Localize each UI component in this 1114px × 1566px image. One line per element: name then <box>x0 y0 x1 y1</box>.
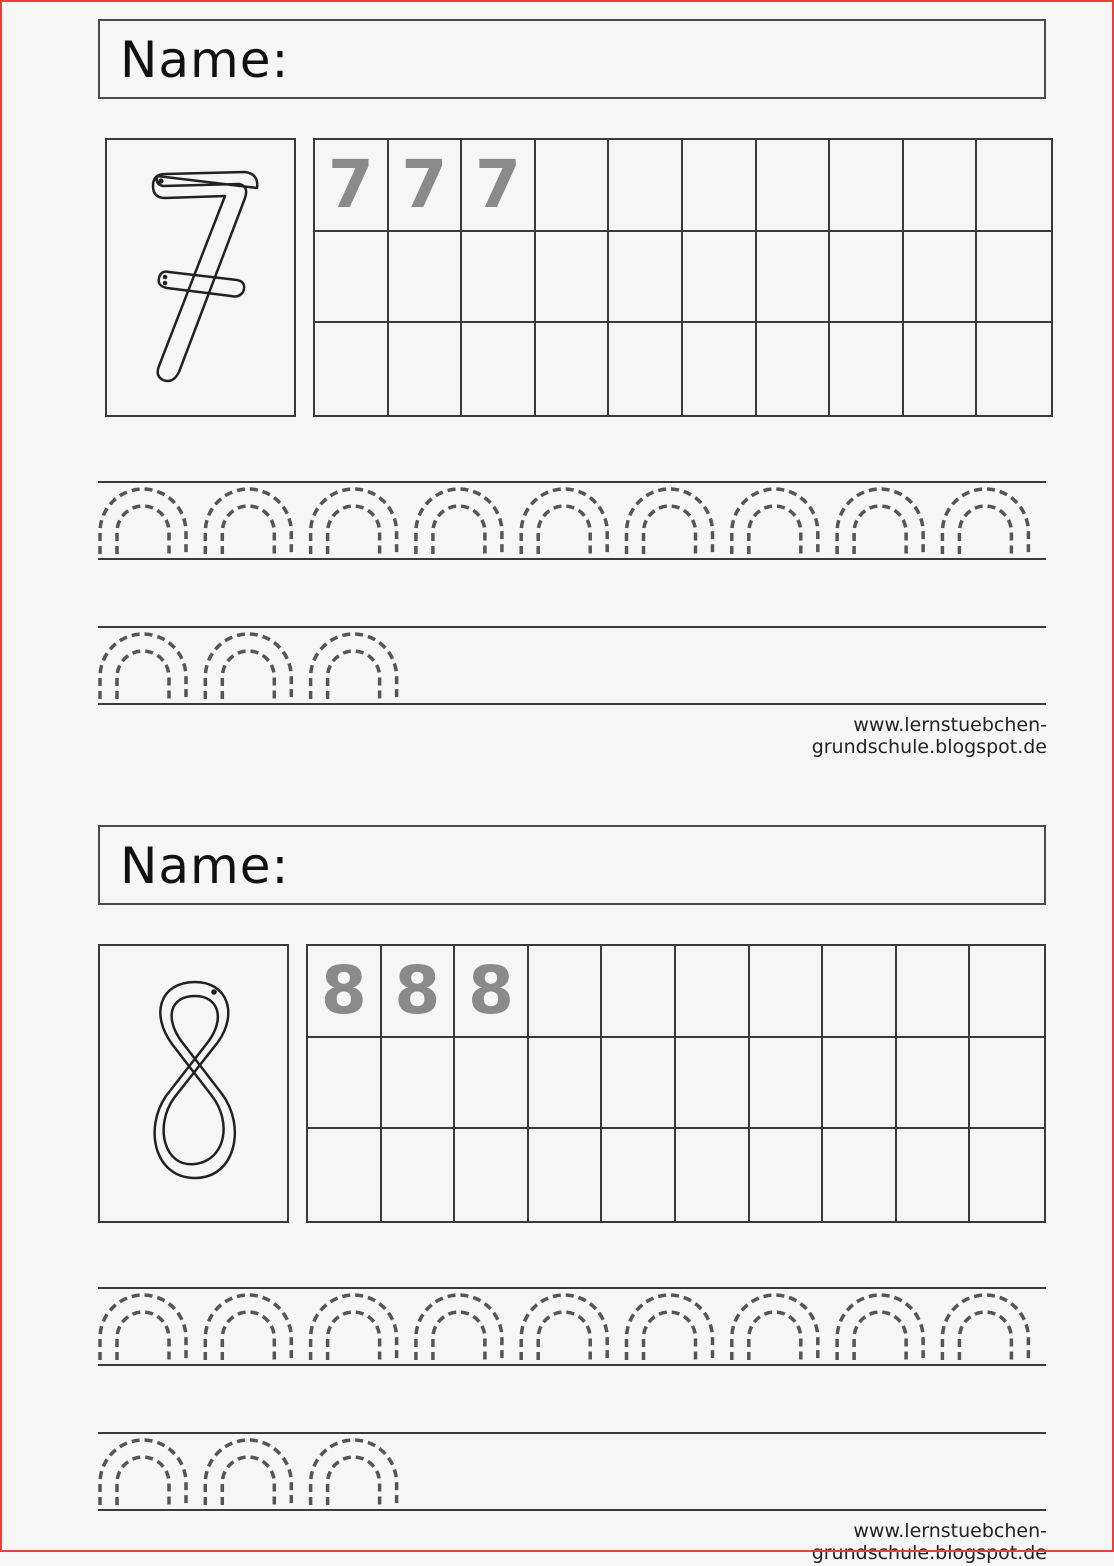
trace-cell[interactable]: 7 <box>389 140 463 232</box>
grid-cell[interactable] <box>676 1129 750 1221</box>
grid-cell[interactable] <box>609 323 683 415</box>
dashed-arc <box>328 506 380 554</box>
dashed-arc <box>959 1312 1011 1360</box>
writing-line-base <box>98 703 1046 705</box>
dashed-arc <box>538 1312 590 1360</box>
dashed-arc <box>416 1295 502 1360</box>
writing-line-base <box>98 558 1046 560</box>
dashed-arc <box>117 1457 169 1505</box>
dashed-arc <box>749 1312 801 1360</box>
trace-cell[interactable]: 7 <box>462 140 536 232</box>
dashed-arc <box>732 489 818 554</box>
grid-cell[interactable] <box>757 140 831 232</box>
grid-cell[interactable] <box>897 946 971 1038</box>
grid-cell[interactable] <box>529 946 603 1038</box>
dashed-arc <box>222 1312 274 1360</box>
dashed-arc <box>117 651 169 699</box>
footer-url: www.lernstuebchen-grundschule.blogspot.de <box>811 714 1047 758</box>
grid-cell[interactable] <box>315 232 389 324</box>
grid-cell[interactable] <box>676 1038 750 1130</box>
dashed-arc <box>205 489 291 554</box>
dashed-arc <box>433 506 485 554</box>
grid-cell[interactable] <box>897 1129 971 1221</box>
worksheet-digit-7 <box>0 0 1114 760</box>
tracing-grid <box>313 138 1053 417</box>
grid-cell[interactable] <box>602 946 676 1038</box>
grid-cell[interactable] <box>308 1038 382 1130</box>
dashed-arc <box>959 506 1011 554</box>
dashed-arc <box>854 506 906 554</box>
grid-cell[interactable] <box>823 946 897 1038</box>
grid-cell[interactable] <box>529 1129 603 1221</box>
name-field[interactable] <box>98 19 1046 99</box>
dashed-arc-row <box>96 1290 1056 1364</box>
grid-cell[interactable] <box>389 232 463 324</box>
trace-cell[interactable]: 8 <box>455 946 529 1038</box>
grid-cell[interactable] <box>830 323 904 415</box>
dashed-arc <box>521 1295 607 1360</box>
writing-line-top <box>98 1432 1046 1434</box>
dashed-arc <box>328 1312 380 1360</box>
dashed-arc <box>627 1295 713 1360</box>
grid-cell[interactable] <box>904 140 978 232</box>
dashed-arc <box>627 489 713 554</box>
dashed-arc <box>433 1312 485 1360</box>
dashed-arc <box>311 489 397 554</box>
grid-cell[interactable] <box>683 323 757 415</box>
dashed-arc <box>837 1295 923 1360</box>
grid-cell[interactable] <box>676 946 750 1038</box>
grid-cell[interactable] <box>757 323 831 415</box>
trace-cell[interactable]: 8 <box>382 946 456 1038</box>
dashed-arc <box>311 634 397 699</box>
digit-eight-outline-icon <box>100 946 291 1225</box>
grid-cell[interactable] <box>602 1038 676 1130</box>
grid-cell[interactable] <box>609 232 683 324</box>
grid-cell[interactable] <box>823 1038 897 1130</box>
grid-cell[interactable] <box>529 1038 603 1130</box>
grid-cell[interactable] <box>389 323 463 415</box>
name-label: Name: <box>120 31 290 89</box>
dashed-arc <box>644 1312 696 1360</box>
grid-cell[interactable] <box>977 140 1051 232</box>
dashed-arc <box>222 651 274 699</box>
grid-cell[interactable] <box>757 232 831 324</box>
grid-cell[interactable] <box>977 232 1051 324</box>
grid-cell[interactable] <box>609 140 683 232</box>
grid-cell[interactable] <box>455 1038 529 1130</box>
grid-cell[interactable] <box>830 140 904 232</box>
grid-cell[interactable] <box>308 1129 382 1221</box>
dashed-arc <box>100 1440 186 1505</box>
grid-cell[interactable] <box>830 232 904 324</box>
dashed-arc <box>311 1295 397 1360</box>
dashed-arc <box>854 1312 906 1360</box>
writing-line-base <box>98 1509 1046 1511</box>
worksheet-digit-8 <box>0 806 1114 1566</box>
writing-line-base <box>98 1364 1046 1366</box>
model-digit-box <box>98 944 289 1223</box>
model-digit-box <box>105 138 296 417</box>
dashed-arc <box>749 506 801 554</box>
writing-line-top <box>98 1287 1046 1289</box>
trace-cell[interactable]: 7 <box>315 140 389 232</box>
grid-cell[interactable] <box>970 1129 1044 1221</box>
dashed-arc <box>205 634 291 699</box>
dashed-arc <box>222 1457 274 1505</box>
digit-seven-outline-icon <box>107 140 298 419</box>
grid-cell[interactable] <box>382 1129 456 1221</box>
grid-cell[interactable] <box>602 1129 676 1221</box>
dashed-arc <box>837 489 923 554</box>
dashed-arc <box>117 506 169 554</box>
grid-cell[interactable] <box>455 1129 529 1221</box>
grid-cell[interactable] <box>970 946 1044 1038</box>
footer-url: www.lernstuebchen-grundschule.blogspot.de <box>811 1520 1047 1564</box>
dashed-arc <box>100 489 186 554</box>
grid-cell[interactable] <box>536 323 610 415</box>
grid-cell[interactable] <box>977 323 1051 415</box>
grid-cell[interactable] <box>897 1038 971 1130</box>
dashed-arc-row <box>96 484 1056 558</box>
dashed-arc <box>942 1295 1028 1360</box>
tracing-grid <box>306 944 1046 1223</box>
dashed-arc <box>942 489 1028 554</box>
grid-cell[interactable] <box>683 232 757 324</box>
dashed-arc <box>328 1457 380 1505</box>
trace-cell[interactable]: 8 <box>308 946 382 1038</box>
dashed-arc <box>100 1295 186 1360</box>
dashed-arc <box>644 506 696 554</box>
grid-cell[interactable] <box>750 946 824 1038</box>
dashed-arc-row <box>96 629 1056 703</box>
grid-cell[interactable] <box>536 232 610 324</box>
grid-cell[interactable] <box>970 1038 1044 1130</box>
dashed-arc <box>328 651 380 699</box>
grid-cell[interactable] <box>536 140 610 232</box>
writing-line-top <box>98 626 1046 628</box>
dashed-arc <box>222 506 274 554</box>
dashed-arc <box>538 506 590 554</box>
dashed-arc <box>205 1295 291 1360</box>
name-label: Name: <box>120 837 290 895</box>
dashed-arc <box>100 634 186 699</box>
dashed-arc <box>521 489 607 554</box>
grid-cell[interactable] <box>823 1129 897 1221</box>
name-field[interactable] <box>98 825 1046 905</box>
grid-cell[interactable] <box>683 140 757 232</box>
grid-cell[interactable] <box>462 232 536 324</box>
grid-cell[interactable] <box>462 323 536 415</box>
grid-cell[interactable] <box>904 323 978 415</box>
dashed-arc <box>311 1440 397 1505</box>
dashed-arc-row <box>96 1435 1056 1509</box>
dashed-arc <box>117 1312 169 1360</box>
grid-cell[interactable] <box>750 1129 824 1221</box>
writing-line-top <box>98 481 1046 483</box>
grid-cell[interactable] <box>904 232 978 324</box>
dashed-arc <box>205 1440 291 1505</box>
dashed-arc <box>732 1295 818 1360</box>
grid-cell[interactable] <box>382 1038 456 1130</box>
grid-cell[interactable] <box>315 323 389 415</box>
grid-cell[interactable] <box>750 1038 824 1130</box>
dashed-arc <box>416 489 502 554</box>
